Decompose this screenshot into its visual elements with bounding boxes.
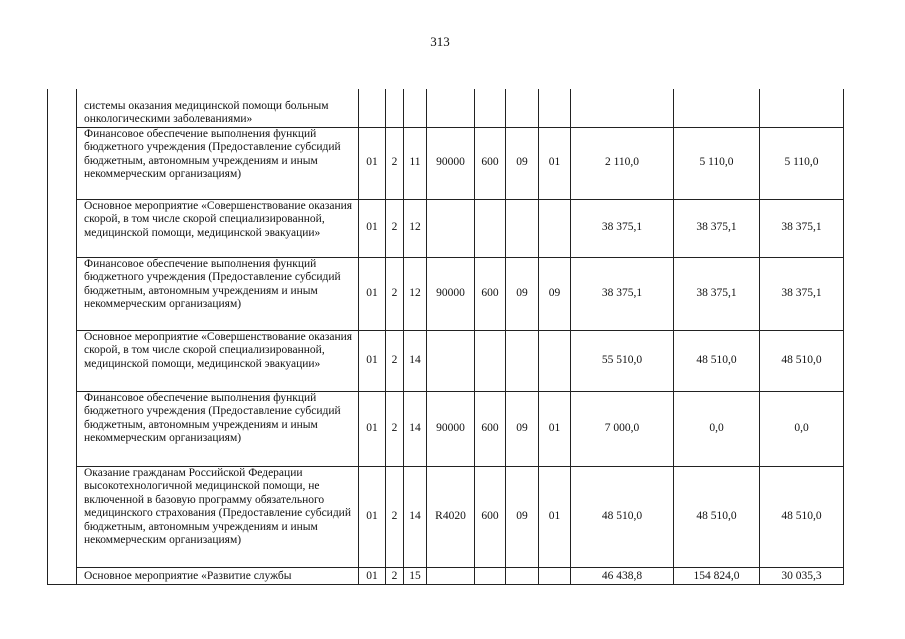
code-cell: 600 bbox=[475, 127, 506, 199]
code-cell bbox=[539, 199, 571, 257]
amount-cell: 0,0 bbox=[760, 391, 844, 466]
amount-cell: 55 510,0 bbox=[571, 330, 674, 391]
description-cell: Основное мероприятие «Развитие службы bbox=[77, 567, 359, 584]
code-cell: 09 bbox=[506, 391, 539, 466]
index-cell bbox=[48, 89, 77, 127]
index-cell bbox=[48, 391, 77, 466]
code-cell: 09 bbox=[539, 257, 571, 330]
code-cell: 2 bbox=[386, 391, 404, 466]
amount-cell: 154 824,0 bbox=[674, 567, 760, 584]
code-cell: 2 bbox=[386, 466, 404, 567]
code-cell: R4020 bbox=[427, 466, 475, 567]
code-cell: 2 bbox=[386, 199, 404, 257]
code-cell bbox=[539, 567, 571, 584]
code-cell: 12 bbox=[404, 199, 427, 257]
table-row bbox=[48, 89, 844, 127]
code-cell bbox=[427, 330, 475, 391]
code-cell: 01 bbox=[359, 127, 386, 199]
code-cell bbox=[475, 567, 506, 584]
description-cell: Основное мероприятие «Совершенствование оказания скорой, в том числе скорой специализированной, медицинской помощи, медицинской эвакуации» bbox=[77, 330, 359, 391]
description-cell: Основное мероприятие «Совершенствование оказания скорой, в том числе скорой специализированной, медицинской помощи, медицинской эвакуации» bbox=[77, 199, 359, 257]
code-cell: 2 bbox=[386, 330, 404, 391]
code-cell: 01 bbox=[359, 567, 386, 584]
table-row bbox=[48, 127, 844, 199]
amount-cell: 38 375,1 bbox=[760, 199, 844, 257]
amount-cell: 48 510,0 bbox=[760, 330, 844, 391]
code-cell bbox=[359, 89, 386, 127]
amount-cell: 0,0 bbox=[674, 391, 760, 466]
code-cell: 14 bbox=[404, 466, 427, 567]
table-row bbox=[48, 330, 844, 391]
amount-cell: 48 510,0 bbox=[674, 466, 760, 567]
code-cell: 2 bbox=[386, 257, 404, 330]
code-cell: 90000 bbox=[427, 257, 475, 330]
code-cell: 600 bbox=[475, 466, 506, 567]
amount-cell: 38 375,1 bbox=[571, 199, 674, 257]
code-cell bbox=[475, 89, 506, 127]
code-cell bbox=[506, 89, 539, 127]
code-cell: 09 bbox=[506, 466, 539, 567]
description-cell: Финансовое обеспечение выполнения функций бюджетного учреждения (Предоставление субсидий бюджетным, автономным учреждениям и иным некоммерческим организациям) bbox=[77, 257, 359, 330]
amount-cell: 48 510,0 bbox=[571, 466, 674, 567]
code-cell: 90000 bbox=[427, 391, 475, 466]
code-cell: 14 bbox=[404, 330, 427, 391]
table-row bbox=[48, 466, 844, 567]
code-cell: 12 bbox=[404, 257, 427, 330]
description-cell: Финансовое обеспечение выполнения функций бюджетного учреждения (Предоставление субсидий бюджетным, автономным учреждениям и иным некоммерческим организациям) bbox=[77, 127, 359, 199]
code-cell bbox=[427, 89, 475, 127]
code-cell bbox=[506, 330, 539, 391]
code-cell: 09 bbox=[506, 257, 539, 330]
code-cell: 2 bbox=[386, 127, 404, 199]
code-cell: 600 bbox=[475, 257, 506, 330]
amount-cell: 5 110,0 bbox=[674, 127, 760, 199]
code-cell: 01 bbox=[359, 199, 386, 257]
code-cell: 01 bbox=[539, 466, 571, 567]
code-cell: 11 bbox=[404, 127, 427, 199]
amount-cell bbox=[760, 89, 844, 127]
code-cell bbox=[404, 89, 427, 127]
amount-cell: 48 510,0 bbox=[674, 330, 760, 391]
description-cell: системы оказания медицинской помощи больным онкологическими заболеваниями» bbox=[77, 89, 359, 127]
code-cell bbox=[539, 89, 571, 127]
amount-cell: 5 110,0 bbox=[760, 127, 844, 199]
index-cell bbox=[48, 567, 77, 584]
code-cell: 01 bbox=[359, 391, 386, 466]
index-cell bbox=[48, 199, 77, 257]
code-cell bbox=[427, 199, 475, 257]
amount-cell: 38 375,1 bbox=[571, 257, 674, 330]
amount-cell bbox=[571, 89, 674, 127]
code-cell: 01 bbox=[539, 391, 571, 466]
code-cell: 15 bbox=[404, 567, 427, 584]
amount-cell: 2 110,0 bbox=[571, 127, 674, 199]
code-cell bbox=[506, 199, 539, 257]
table-row bbox=[48, 257, 844, 330]
code-cell bbox=[475, 199, 506, 257]
code-cell: 600 bbox=[475, 391, 506, 466]
code-cell: 90000 bbox=[427, 127, 475, 199]
index-cell bbox=[48, 127, 77, 199]
code-cell: 2 bbox=[386, 567, 404, 584]
page-number: 313 bbox=[430, 34, 450, 49]
code-cell bbox=[506, 567, 539, 584]
code-cell: 14 bbox=[404, 391, 427, 466]
code-cell bbox=[427, 567, 475, 584]
description-cell: Оказание гражданам Российской Федерации высокотехнологичной медицинской помощи, не включенной в базовую программу обязательного медицинского страхования (Предоставление субсидий бюджетным, автономным учреждениям и иным некоммерческим организациям) bbox=[77, 466, 359, 567]
amount-cell: 48 510,0 bbox=[760, 466, 844, 567]
code-cell: 09 bbox=[506, 127, 539, 199]
index-cell bbox=[48, 466, 77, 567]
code-cell bbox=[386, 89, 404, 127]
amount-cell: 38 375,1 bbox=[674, 257, 760, 330]
code-cell: 01 bbox=[539, 127, 571, 199]
table-row bbox=[48, 391, 844, 466]
code-cell bbox=[539, 330, 571, 391]
code-cell: 01 bbox=[359, 330, 386, 391]
index-cell bbox=[48, 257, 77, 330]
amount-cell: 38 375,1 bbox=[674, 199, 760, 257]
amount-cell: 38 375,1 bbox=[760, 257, 844, 330]
amount-cell bbox=[674, 89, 760, 127]
budget-table bbox=[47, 89, 844, 585]
description-cell: Финансовое обеспечение выполнения функций бюджетного учреждения (Предоставление субсидий бюджетным, автономным учреждениям и иным некоммерческим организациям) bbox=[77, 391, 359, 466]
code-cell: 01 bbox=[359, 257, 386, 330]
index-cell bbox=[48, 330, 77, 391]
table-row bbox=[48, 199, 844, 257]
amount-cell: 30 035,3 bbox=[760, 567, 844, 584]
code-cell bbox=[475, 330, 506, 391]
amount-cell: 46 438,8 bbox=[571, 567, 674, 584]
table-row bbox=[48, 567, 844, 584]
amount-cell: 7 000,0 bbox=[571, 391, 674, 466]
code-cell: 01 bbox=[359, 466, 386, 567]
